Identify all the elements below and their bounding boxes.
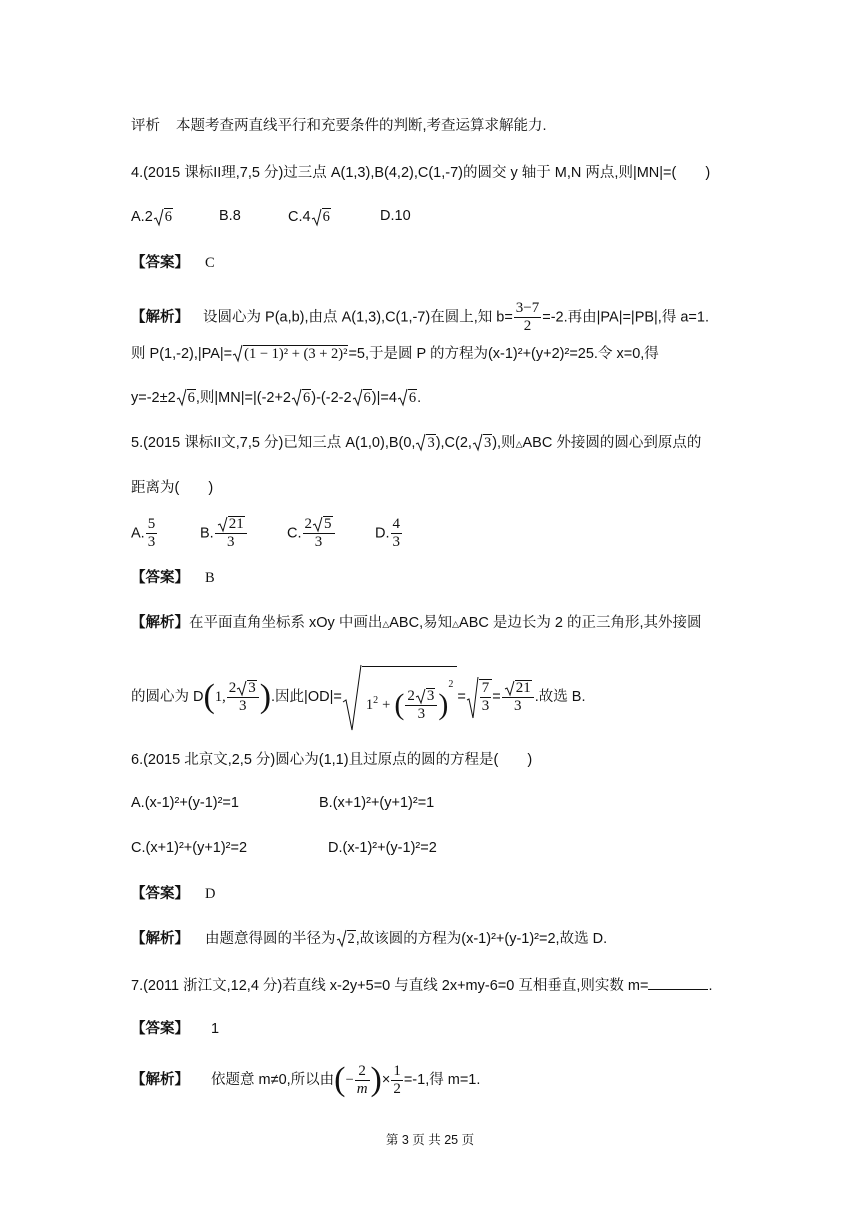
sqrt-symbol: [415, 433, 435, 453]
option-text: A.(x-1)²+(y-1)²=1: [131, 795, 239, 811]
answer-label: 【答案】: [131, 886, 189, 902]
text: y=-2±2: [131, 390, 176, 406]
answer-label: 【答案】: [131, 570, 189, 586]
text: =: [492, 689, 501, 706]
fraction: [355, 1063, 370, 1098]
q4-option-c: [288, 208, 331, 226]
fraction: [514, 300, 541, 335]
review-label: 评析: [131, 118, 160, 134]
analysis-label: 【解析】: [131, 615, 189, 631]
q4-option-c-prefix: C.4: [288, 209, 311, 225]
option-prefix: C.: [287, 525, 302, 542]
q5-option-d: [375, 516, 403, 551]
review-text: 本题考查两直线平行和充要条件的判断,考查运算求解能力.: [176, 118, 547, 134]
sqrt-symbol: [153, 208, 173, 226]
text: 距离为( ): [131, 480, 214, 496]
q4-option-d: [380, 208, 411, 224]
text: .因此|OD|=: [271, 689, 342, 706]
q5-option-c: [287, 516, 336, 551]
analysis-label: 【解析】: [131, 931, 189, 947]
text: ),C(2,: [435, 435, 472, 451]
exponent: 2: [448, 678, 454, 690]
radicand: (1 − 1)² + (3 + 2)²: [244, 346, 348, 362]
text: )-(-2-2: [311, 390, 352, 406]
radicand: 6: [408, 390, 417, 406]
numerator: 4: [392, 516, 400, 532]
fraction: [391, 516, 403, 551]
answer-label: 【答案】: [131, 1021, 189, 1037]
radicand: 3: [248, 679, 256, 696]
text: .: [708, 978, 713, 994]
text: =5,于是圆 P 的方程为(x-1)²+(y+2)²=25.令 x=0,得: [348, 346, 659, 362]
denominator: 3: [417, 705, 426, 722]
numerator: [502, 680, 534, 698]
text: 由题意得圆的半径为: [205, 931, 336, 947]
text: 6.(2015 北京文,2,5 分)圆心为(1,1)且过原点的圆的方程是( ): [131, 752, 533, 768]
point-x: 1,: [214, 689, 226, 706]
option-prefix: D.: [375, 525, 390, 542]
text: 5.(2015 课标II文,7,5 分)已知三点 A(1,0),B(0,: [131, 435, 416, 451]
numerator: 3−7: [515, 300, 540, 316]
q5-answer: [131, 568, 215, 588]
sqrt-fraction: [466, 679, 493, 715]
radicand: 6: [322, 209, 330, 225]
sqrt-symbol: [336, 929, 356, 949]
numerator: 7: [481, 680, 490, 697]
option-prefix: A.: [131, 525, 145, 542]
q6-option-d: [328, 840, 437, 856]
left-paren: (: [203, 678, 215, 716]
times-sign: ×: [381, 1072, 391, 1089]
sqrt-symbol: [236, 680, 257, 697]
q4-option-a: [131, 208, 173, 226]
denominator: 3: [514, 697, 522, 714]
q5-option-b: [200, 516, 248, 551]
answer-label: 【答案】: [131, 255, 189, 271]
answer-value: 1: [211, 1021, 220, 1037]
numerator: [227, 680, 259, 698]
option-prefix: B.: [200, 525, 214, 542]
numerator: [215, 516, 247, 534]
sqrt-symbol: [415, 688, 436, 705]
left-paren: (: [394, 688, 405, 721]
coefficient: 2: [228, 679, 237, 696]
page-footer: 第 3 页 共 25 页: [385, 1133, 475, 1147]
text: ),则: [492, 435, 516, 451]
fraction: [146, 516, 158, 551]
q5-analysis-line-1: [131, 613, 702, 634]
sqrt-symbol: [176, 388, 196, 408]
denominator: 3: [314, 534, 323, 550]
triangle-icon: △: [382, 619, 390, 629]
text: 在平面直角坐标系 xOy 中画出: [189, 615, 383, 631]
radicand: 6: [164, 209, 173, 225]
text: 依题意 m≠0,所以由: [211, 1072, 335, 1089]
q4-option-b: [219, 208, 241, 224]
q4-analysis-line-1: [131, 300, 709, 335]
q4-analysis-line-3: [131, 388, 421, 408]
numerator: 2: [355, 1063, 370, 1081]
sqrt-symbol: [504, 680, 532, 697]
text: 的圆心为 D: [131, 689, 204, 706]
text: =: [457, 689, 466, 706]
denominator: 2: [393, 1080, 401, 1097]
fraction: [303, 516, 335, 551]
q6-stem: [131, 750, 532, 770]
fraction: [215, 516, 247, 551]
coefficient: 2: [304, 516, 312, 532]
text: 设圆心为 P(a,b),由点 A(1,3),C(1,-7)在圆上,知 b=: [203, 309, 513, 326]
text: 则 P(1,-2),|PA|=: [131, 346, 233, 362]
q5-option-a: [131, 516, 158, 551]
sqrt-symbol: [311, 208, 331, 226]
text: ABC,易知: [389, 615, 453, 631]
sqrt-symbol: [312, 516, 333, 533]
radicand: 2: [347, 931, 355, 947]
sqrt-symbol: [217, 516, 245, 533]
sqrt-symbol: [291, 388, 311, 408]
left-paren: (: [334, 1061, 346, 1099]
numerator: [405, 688, 437, 706]
sqrt-symbol: [232, 344, 348, 364]
q6-analysis: [131, 929, 607, 949]
exponent: 2: [373, 695, 379, 706]
answer-value: C: [205, 255, 215, 271]
q4-stem-text: 4.(2015 课标II理,7,5 分)过三点 A(1,3),B(4,2),C(1,-7)的圆交 y 轴于 M,N 两点,则|MN|=( ): [131, 165, 711, 181]
answer-value: D: [205, 886, 216, 902]
text: .: [417, 390, 422, 406]
q4-option-a-prefix: A.2: [131, 209, 153, 225]
q4-analysis-line-2: [131, 344, 659, 364]
analysis-label: 【解析】: [131, 1072, 189, 1089]
text: ABC 外接圆的圆心到原点的: [522, 435, 702, 451]
q5-analysis-line-2: [131, 662, 586, 732]
answer-value: B: [205, 570, 215, 586]
q6-option-b: [319, 795, 434, 811]
text: =-2.再由|PA|=|PB|,得 a=1.: [542, 309, 709, 326]
sqrt-symbol: [472, 433, 492, 453]
q6-option-c: [131, 840, 247, 856]
q4-option-b-text: B.8: [219, 208, 241, 224]
q7-answer: [131, 1019, 219, 1039]
denominator: 2: [523, 318, 532, 334]
text: ,故该圆的方程为(x-1)²+(y-1)²=2,故选 D.: [355, 931, 608, 947]
radicand: 21: [515, 679, 531, 696]
coefficient: 2: [407, 687, 415, 704]
right-paren: ): [259, 678, 272, 716]
q6-option-a: [131, 795, 239, 811]
q7-analysis: [131, 1060, 480, 1100]
fraction: [502, 680, 534, 715]
fraction: [405, 688, 437, 723]
denominator: 3: [481, 698, 490, 715]
q4-option-d-text: D.10: [380, 208, 411, 224]
sqrt-symbol: [352, 388, 372, 408]
denominator: 3: [226, 534, 235, 550]
sqrt-symbol: [397, 388, 417, 408]
q7-stem: [131, 975, 712, 996]
big-sqrt: [342, 666, 458, 729]
text: .故选 B.: [534, 689, 586, 706]
option-text: D.(x-1)²+(y-1)²=2: [328, 840, 437, 856]
right-paren: ): [438, 688, 449, 721]
denominator: 3: [147, 534, 156, 550]
denominator: 3: [392, 534, 400, 550]
option-text: B.(x+1)²+(y+1)²=1: [319, 795, 435, 811]
radicand: 6: [187, 390, 195, 406]
plus: +: [382, 697, 391, 713]
text: )|=4: [371, 390, 397, 406]
q5-stem-line-2: [131, 478, 213, 498]
numerator: [303, 516, 335, 534]
q6-answer: [131, 884, 215, 904]
triangle-icon: △: [515, 439, 523, 449]
triangle-icon: △: [452, 619, 460, 629]
text: ,则|MN|=|(-2+2: [195, 390, 291, 406]
fraction: [227, 680, 259, 715]
base: 1: [365, 697, 374, 713]
q5-stem-line-1: [131, 433, 701, 454]
text: 7.(2011 浙江文,12,4 分)若直线 x-2y+5=0 与直线 2x+my-6=0 互相垂直,则实数 m=: [131, 978, 649, 994]
text: =-1,得 m=1.: [403, 1072, 481, 1089]
q4-answer: [131, 253, 215, 273]
minus-sign: −: [345, 1072, 354, 1089]
radicand: 3: [426, 687, 435, 704]
numerator: 5: [147, 516, 156, 532]
analysis-label: 【解析】: [131, 309, 189, 326]
radicand: 3: [427, 435, 435, 451]
radicand: 21: [228, 516, 244, 532]
denominator: m: [356, 1080, 368, 1097]
q4-stem: [131, 163, 710, 183]
right-paren: ): [370, 1061, 382, 1099]
radicand: 3: [483, 435, 492, 451]
text: ABC 是边长为 2 的正三角形,其外接圆: [459, 615, 702, 631]
radicand: 6: [363, 390, 371, 406]
option-text: C.(x+1)²+(y+1)²=2: [131, 840, 248, 856]
review-line: [131, 116, 547, 136]
denominator: 3: [238, 697, 247, 714]
answer-blank: [648, 975, 708, 990]
radicand: 6: [303, 390, 311, 406]
fraction: [480, 680, 492, 715]
numerator: 1: [393, 1062, 401, 1079]
fraction: [391, 1063, 403, 1098]
radicand: 5: [324, 516, 332, 532]
